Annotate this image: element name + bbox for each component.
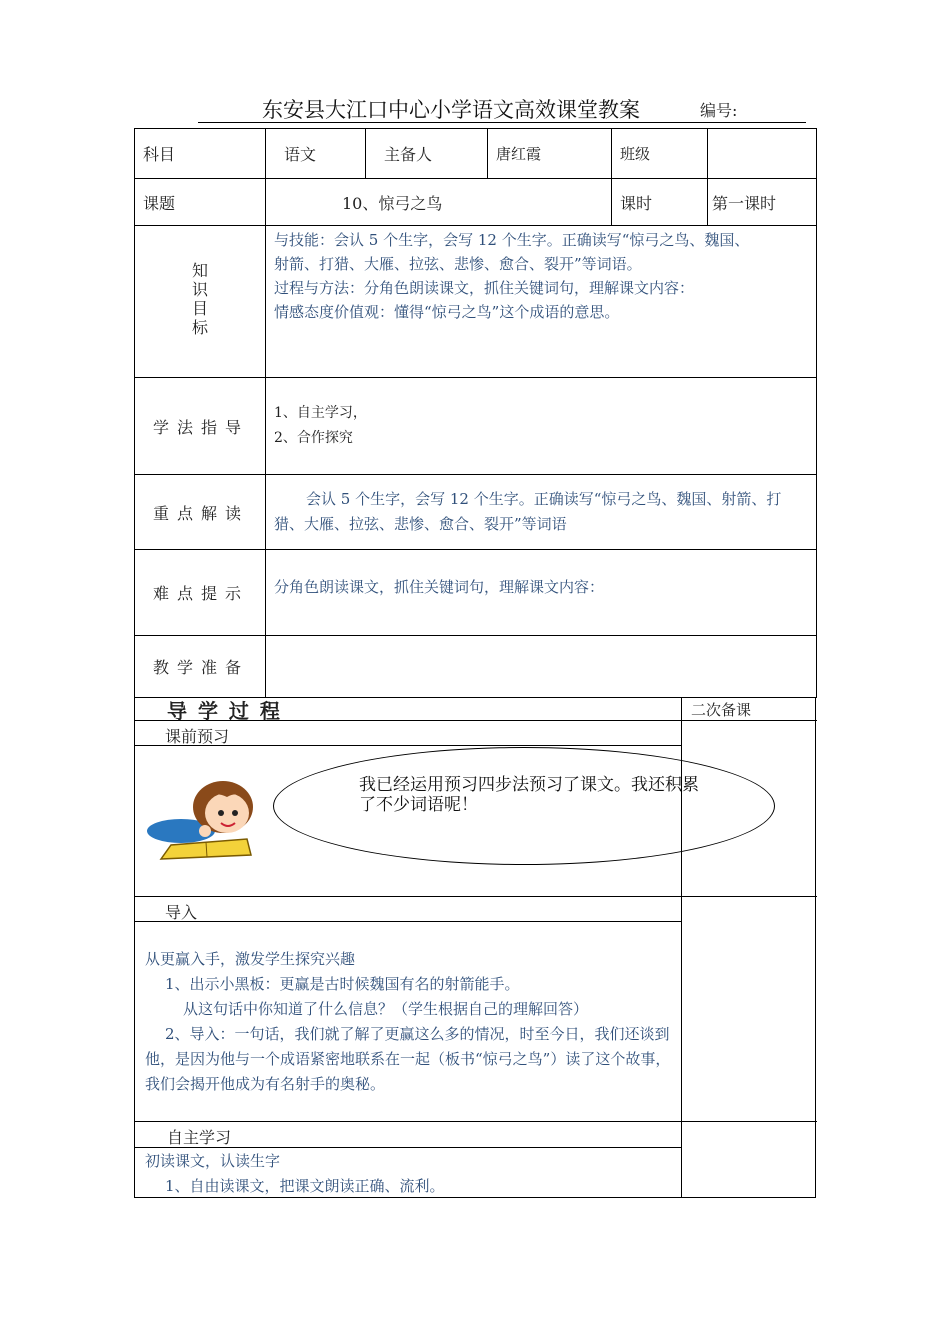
- intro-label: 导入: [165, 903, 198, 922]
- key-points-text: 会认 5 个生字，会写 12 个生字。正确读写“惊弓之鸟、魏国、射箭、打猎、大雁、拉弦、悲惨、愈合、裂开”等词语: [266, 475, 817, 550]
- preview-label: 课前预习: [165, 727, 230, 746]
- guided-learning-section: [134, 697, 816, 1198]
- preparer-value: 唐红霞: [488, 129, 612, 179]
- class-value: [708, 129, 817, 179]
- kid-face: [205, 793, 249, 833]
- second-prep-label: 二次备课: [691, 701, 752, 719]
- goals-text: [266, 226, 817, 378]
- method-item: 2、合作探究: [274, 430, 353, 446]
- kid-eye: [218, 810, 224, 816]
- intro-line: 从这句话中你知道了什么信息？（学生根据自己的理解回答）: [183, 1000, 589, 1018]
- preparation-value: [266, 636, 817, 698]
- method-item: 1、自主学习，: [274, 405, 367, 421]
- difficulty-text: 分角色朗读课文，抓住关键词句，理解课文内容：: [266, 550, 817, 636]
- guide-heading: 导 学 过 程: [167, 699, 282, 723]
- goals-line: 与技能：会认 5 个生字，会写 12 个生字。正确读写“惊弓之鸟、魏国、: [274, 231, 750, 249]
- subject-label: 科目: [135, 129, 266, 179]
- goals-line: 射箭、打猎、大雁、拉弦、悲惨、愈合、裂开”等词语。: [274, 255, 642, 273]
- self-study-line: 初读课文，认读生字: [145, 1152, 281, 1170]
- self-study-line: 1、自由读课文，把课文朗读正确、流利。: [165, 1177, 445, 1195]
- class-label: 班级: [612, 129, 708, 179]
- self-study-label: 自主学习: [167, 1128, 232, 1147]
- intro-line: 从更赢入手，激发学生探究兴趣: [145, 950, 356, 968]
- preparation-label: 教学准备: [135, 636, 266, 698]
- difficulty-label: 难点提示: [135, 550, 266, 636]
- intro-content: [145, 947, 675, 1097]
- speech-bubble-text: 我已经运用预习四步法预习了课文。我还积累了不少词语呢！: [359, 775, 699, 815]
- subject-value: 语文: [266, 129, 366, 179]
- goals-line: 情感态度价值观：懂得“惊弓之鸟”这个成语的意思。: [274, 303, 620, 321]
- page-title: 东安县大江口中心小学语文高效课堂教案: [262, 98, 640, 122]
- goals-label: 知识目标: [135, 226, 266, 378]
- title-underline: [198, 122, 806, 123]
- intro-line: 1、出示小黑板：更赢是古时候魏国有名的射箭能手。: [165, 975, 520, 993]
- kid-eye: [232, 810, 238, 816]
- topic-label: 课题: [135, 179, 266, 226]
- intro-line: 2、导入：一句话，我们就了解了更赢这么多的情况，时至今日，我们还谈到他，是因为他与一个成语紧密地联系在一起（板书“惊弓之鸟”）读了这个故事，我们会揭开他成为有名射手的奥秘。: [145, 1025, 671, 1093]
- kid-hand: [199, 825, 211, 837]
- goals-line: 过程与方法：分角色朗读课文，抓住关键词句，理解课文内容：: [274, 279, 695, 297]
- preparer-label: 主备人: [366, 129, 488, 179]
- period-label: 课时: [612, 179, 708, 226]
- serial-number-label: 编号:: [700, 101, 738, 120]
- period-value: 第一课时: [708, 179, 817, 226]
- self-study-content: [145, 1149, 675, 1199]
- topic-value: 10、惊弓之鸟: [266, 179, 612, 226]
- key-points-label: 重点解读: [135, 475, 266, 550]
- student-reading-illustration: [141, 769, 261, 869]
- method-text: [266, 378, 817, 475]
- method-label: 学法指导: [135, 378, 266, 475]
- lesson-info-table: [134, 128, 817, 698]
